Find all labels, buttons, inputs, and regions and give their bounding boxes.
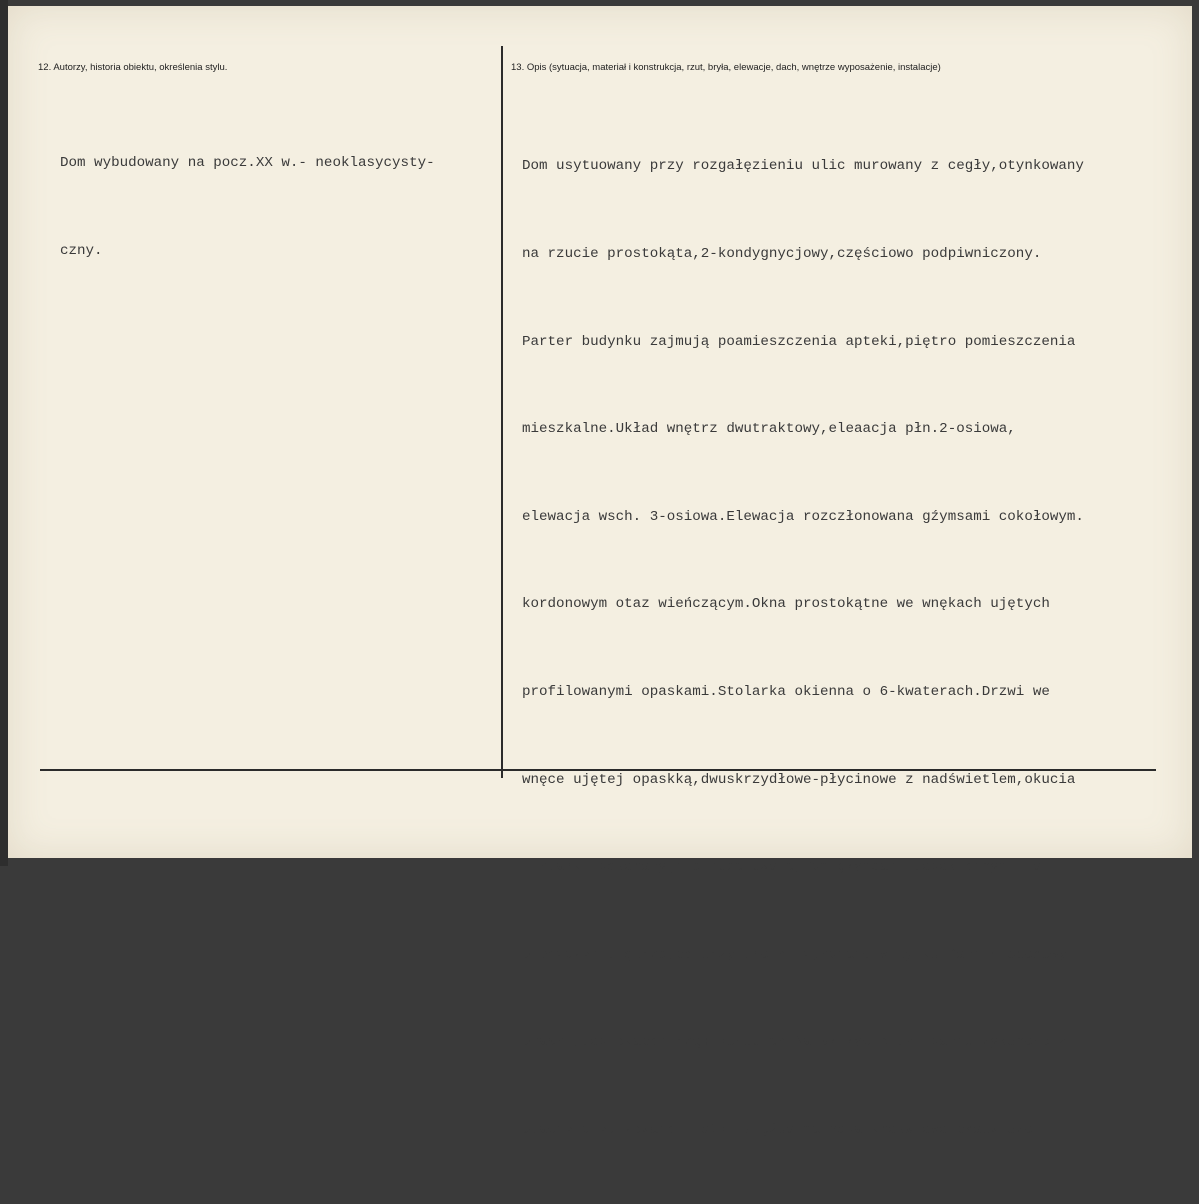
section-13-header: 13. Opis (sytuacja, materiał i konstrukcja, rzut, bryła, elewacje, dach, wnętrze wyposażenie, instalacje)	[511, 62, 941, 73]
section-12-line: Dom wybudowany na pocz.XX w.- neoklasycysty-	[60, 155, 435, 172]
section-12-text	[60, 91, 435, 325]
section-13-line: elewacja wsch. 3-osiowa.Elewacja rozczłonowana gźymsami cokołowym.	[522, 508, 1084, 525]
section-13-line: pierwszym piętrze,po trzy tralki wykonane w tynku.Dach 4-spadowy	[522, 946, 1067, 963]
section-13-line: płaski,pod okapem rząd konsolek.Na szczycie płn.dachu wykonane z	[522, 1034, 1067, 1051]
section-13-line: wnęce ujętej opaskką,dwuskrzydłowe-płycinowe z nadświetlem,okucia	[522, 771, 1076, 788]
section-13-line: blachy stylizowane listki.Więźba dachowa krokwiowo-płatwiowa	[522, 1121, 1033, 1138]
section-12-header: 12. Autorzy, historia obiektu, określenia stylu.	[38, 62, 228, 73]
column-divider	[501, 46, 503, 778]
section-12-line: czny.	[60, 243, 103, 259]
section-13-line: i klamki dekoracyjnie modelowane,Pod gzymsami podokiennymi na	[522, 859, 1042, 876]
section-13-line: na rzucie prostokąta,2-kondygnycjowy,częściowo podpiwniczony.	[522, 246, 1042, 262]
scan-edge	[0, 0, 8, 866]
section-13-line: mieszkalne.Układ wnętrz dwutraktowy,eleaacja płn.2-osiowa,	[522, 421, 1016, 438]
section-13-line: kordonowym otaz wieńczącym.Okna prostokątne we wnękach ujętych	[522, 596, 1050, 613]
inventory-card	[8, 6, 1192, 1138]
section-13-line: Dom usytuowany przy rozgałęzieniu ulic murowany z cegły,otynkowany	[522, 158, 1084, 175]
section-13-line: Parter budynku zajmują poamieszczenia apteki,piętro pomieszczenia	[522, 333, 1076, 350]
section-13-text	[522, 94, 1084, 1204]
section-13-line: profilowanymi opaskami.Stolarka okienna o 6-kwaterach.Drzwi we	[522, 683, 1050, 700]
